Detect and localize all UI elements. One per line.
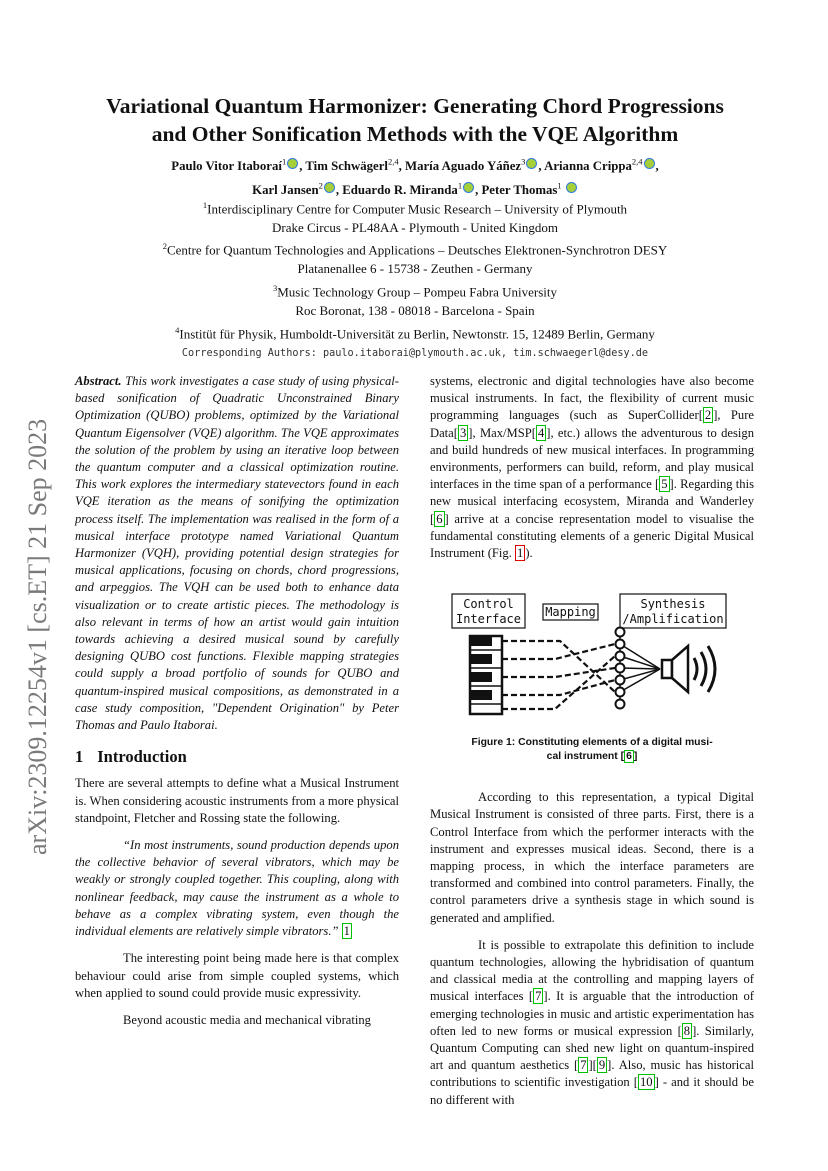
keyboard-icon <box>470 636 502 714</box>
citation-link[interactable]: 9 <box>598 1058 606 1073</box>
right-column <box>430 373 754 1109</box>
right-paragraph-2: According to this representation, a typical Digital Musical Instrument is consisted of three parts. First, there is a Control Interface from which the performer interacts with the instrument and expresses musical ideas. Second, there is a mapping process, in which the interface parameters are transformed and combined into control parameters. Finally, the control parameters drive a synthesis stage in which sound is generated and amplified. <box>430 790 754 925</box>
author: Paulo Vitor Itaboraí$^1$ , <box>171 157 306 174</box>
synthesis-label-1: Synthesis <box>640 597 706 612</box>
mapping-label: Mapping <box>545 605 596 620</box>
orcid-icon[interactable] <box>566 182 577 193</box>
dmi-diagram-svg <box>430 584 754 724</box>
citation-link[interactable]: 5 <box>661 477 668 492</box>
arxiv-sidebar <box>6 360 62 860</box>
citation-link[interactable]: 6 <box>436 511 443 526</box>
citation-link[interactable]: 1 <box>343 924 350 939</box>
citation-link[interactable]: 7 <box>580 1058 587 1073</box>
orcid-icon[interactable] <box>287 158 298 169</box>
speaker-icon <box>662 646 715 692</box>
left-column <box>75 373 399 1029</box>
intro-paragraph-3: Beyond acoustic media and mechanical vibrating <box>123 1012 371 1027</box>
orcid-icon[interactable] <box>463 182 474 193</box>
control-label-2: Interface <box>455 612 522 627</box>
synthesis-nodes <box>616 628 661 709</box>
orcid-icon[interactable] <box>644 158 655 169</box>
section-heading: 1 Introduction <box>75 747 187 767</box>
author: Peter Thomas$^1$ <box>481 183 577 197</box>
right-paragraph-3: It is possible to extrapolate this definition to include quantum technologies, allowing the hybridisation of quantum and classical media at the controlling and mapping layers of musical interfaces [ 7 ]. It is arguable that the introduction of emerging technologies in music and artistic experimentation has often led to new forms or musical expression [ 8 ]. Similarly, Quantum Computing can shed new light on quantum-inspired art and quantum aesthetics [ 7 ][ 9 ]. Also, music has historical contributions to scientific investigation [ 10 ] - and it should be no different with <box>430 937 754 1107</box>
mapping-lines <box>502 641 615 709</box>
citation-link[interactable]: 3 <box>459 425 467 440</box>
arxiv-id-text: arXiv:2309.12254v1 [cs.ET] 21 Sep 2023 <box>23 418 52 855</box>
citation-link[interactable]: 6 <box>626 750 632 762</box>
abstract-label: Abstract. <box>75 374 122 388</box>
author: Arianna Crippa$^{2,4}$ , <box>544 157 659 174</box>
corresponding-authors: Corresponding Authors: paulo.itaborai@plymouth.ac.uk, tim.schwaegerl@desy.de <box>181 348 649 359</box>
affiliation-3: $^3$Music Technology Group – Pompeu Fabra University Roc Boronat, 138 - 08018 - Barcelona - Spain <box>272 283 557 318</box>
citation-link[interactable]: 7 <box>535 989 542 1004</box>
title-line-1: Variational Quantum Harmonizer: Generating Chord Progressions <box>106 94 724 118</box>
citation-link[interactable]: 4 <box>537 425 545 440</box>
control-label-1: Control <box>463 597 514 612</box>
author: Tim Schwägerl$^{2,4}$, <box>305 157 405 174</box>
title-line-2: and Other Sonification Methods with the VQE Algorithm <box>151 122 679 146</box>
paper-title <box>70 92 760 148</box>
figure-link[interactable]: 1 <box>517 546 524 561</box>
author-list <box>70 153 760 200</box>
affiliation-4: $^4$Institüt für Physik, Humboldt-Universität zu Berlin, Newtonstr. 15, 12489 Berlin, Germany <box>175 325 655 342</box>
affiliation-1: $^1$Interdisciplinary Centre for Computer Music Research – University of Plymouth Drake Circus - PL48AA - Plymouth - United Kingdom <box>202 200 628 235</box>
author: María Aguado Yáñez$^3$ , <box>405 157 545 174</box>
intro-paragraph-2: The interesting point being made here is that complex behaviour could arise from simple coupled systems, which when applied to sound could provide music expressivity. <box>75 951 399 1000</box>
fletcher-quote: “In most instruments, sound production depends upon the collective behavior of several vibrators, which may be weakly or strongly coupled together. This coupling, along with nonlinear feedback, may cause the instrument as a whole to behave as a complex vibrating system, even though the individual elements are relatively simple vibrators.” 1 <box>75 838 399 939</box>
synthesis-label-2: /Amplification <box>622 612 724 627</box>
citation-link[interactable]: 8 <box>683 1023 691 1038</box>
citation-link[interactable]: 10 <box>639 1075 653 1090</box>
arxiv-id-svg <box>6 360 62 860</box>
right-paragraph-1: systems, electronic and digital technologies have also become musical instruments. In fact, the flexibility of current music programming languages (such as SuperCollider[ 2 ], Pure Data[ 3 ], Max/MSP[ 4 ], etc.) allows the adventurous to design and build hundreds of new musical interfaces. In programming environments, performers can build, reform, and play musical interfaces in the time span of a performance [ 5 ]. Regarding this new musical interfacing ecosystem, Miranda and Wanderley [ 6 ] arrive at a concise representation model to visualise the fundamental constituting elements of a generic Digital Musical Instrument (Fig. 1 ). <box>430 374 755 561</box>
orcid-icon[interactable] <box>526 158 537 169</box>
citation-link[interactable]: 2 <box>704 408 712 423</box>
author: Karl Jansen$^2$ , <box>252 180 343 197</box>
abstract <box>75 373 399 734</box>
intro-paragraph-1: There are several attempts to define what a Musical Instrument is. When considering acoustic instruments from a more physical standpoint, Fletcher and Rossing state the following. <box>75 776 399 825</box>
affiliation-2: $^2$Centre for Quantum Technologies and Applications – Deutsches Elektronen-Synchrotron DESY Platanenallee 6 - 15738 - Zeuthen - Germany <box>162 241 668 276</box>
author: Eduardo R. Miranda$^1$ , <box>342 180 482 197</box>
orcid-icon[interactable] <box>324 182 335 193</box>
figure-1-caption: Figure 1: Constituting elements of a digital musi- cal instrument [ 6 ] <box>471 737 713 762</box>
abstract-text: This work investigates a case study of using physical-based sonification of Quadratic Unconstrained Binary Optimization (QUBO) problems, optimized by the Variational Quantum Eigensolver (VQE) algorithm. The VQE approximates the solution of the problem by using an iterative loop between the quantum computer and a classical optimization routine. This work explores the intermediary statevectors found in each VQE iteration as the means of sonifying the optimization process itself. The implementation was realised in the form of a musical interface prototype named Variational Quantum Harmonizer (VQH), providing potential design strategies for musical applications, focusing on chords, chord progressions, and arpeggios. The VQH can be used both to enhance data visualization or to create artistic pieces. The methodology is also relevant in terms of how an artist would gain intuition towards achieving a desired musical sound by carefully designing QUBO cost functions. Flexible mapping strategies could supply a broad portfolio of sounds for QUBO and quantum-inspired musical compositions, as demonstrated in a case study composition, "Dependent Origination" by Peter Thomas and Paulo Itaborai. <box>75 374 399 733</box>
figure-1-diagram <box>430 584 754 724</box>
